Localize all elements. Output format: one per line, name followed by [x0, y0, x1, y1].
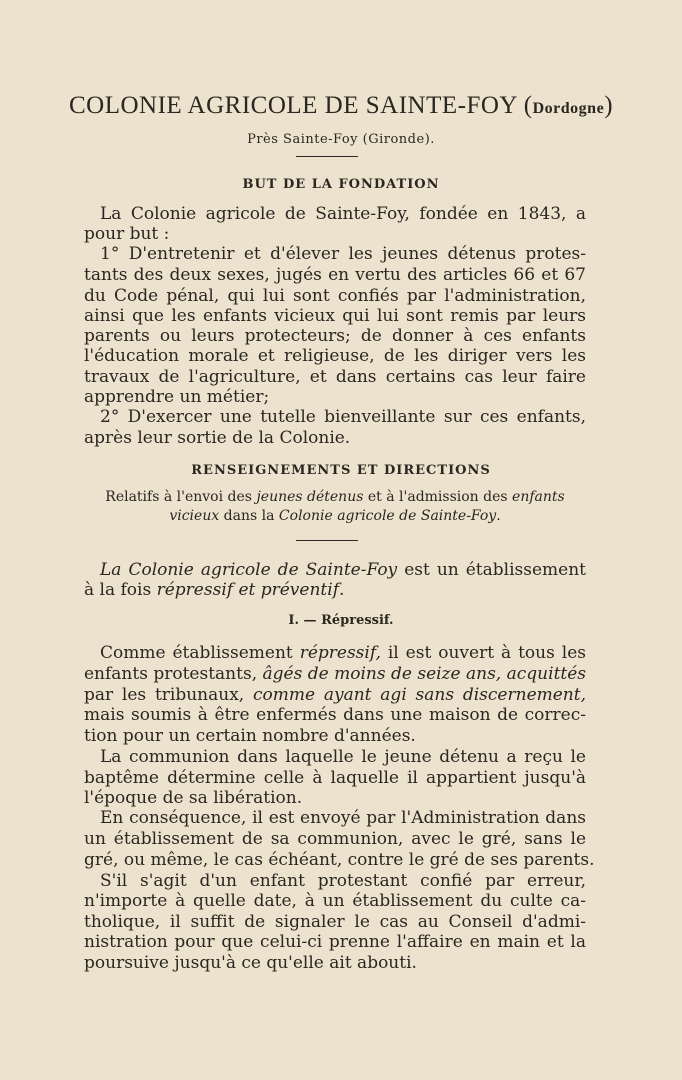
- text-line: apprendre un métier;: [84, 387, 270, 407]
- text-line: nistration pour que celui-ci prenne l'affaire en main et la: [84, 932, 586, 952]
- sub-heading-line: [84, 488, 586, 506]
- text-italic: âgés de moins de seize ans,: [262, 664, 502, 684]
- intro-text: .: [339, 580, 345, 600]
- title-department: Dordogne: [532, 100, 605, 117]
- text-line: tholique, il suffit de signaler le cas au Conseil d'admi-: [84, 912, 586, 932]
- text-italic: comme ayant agi sans discernement,: [253, 685, 586, 705]
- intro-line: [84, 560, 586, 580]
- text-line: gré, ou même, le cas échéant, contre le gré de ses parents.: [84, 850, 595, 870]
- text: il est ouvert à tous les: [380, 643, 586, 663]
- section-heading-renseignements: RENSEIGNEMENTS ET DIRECTIONS: [191, 463, 491, 478]
- text-line: [84, 643, 586, 663]
- text-line: tion pour un certain nombre d'années.: [84, 726, 416, 746]
- intro-text: à la fois: [84, 580, 157, 600]
- text-line: travaux de l'agriculture, et dans certains cas leur faire: [84, 367, 586, 387]
- divider: [296, 540, 358, 541]
- page-subtitle: Près Sainte-Foy (Gironde).: [247, 132, 435, 147]
- text-line: tants des deux sexes, jugés en vertu des articles 66 et 67: [84, 265, 586, 285]
- text-line: l'éducation morale et religieuse, de les diriger vers les: [84, 346, 586, 366]
- text-line: un établissement de sa communion, avec le gré, sans le: [84, 829, 586, 849]
- text-line: après leur sortie de la Colonie.: [84, 428, 351, 448]
- text-line: ainsi que les enfants vicieux qui lui sont remis par leurs: [84, 306, 586, 326]
- title-close: ): [604, 92, 614, 119]
- text: par les tribunaux,: [84, 685, 253, 705]
- sub-text-italic: jeunes détenus: [256, 489, 364, 505]
- sub-text-italic: vicieux: [169, 508, 220, 524]
- text-line: S'il s'agit d'un enfant protestant confié par erreur,: [100, 871, 586, 891]
- text-line: [84, 685, 586, 705]
- intro-italic: La Colonie agricole de Sainte-Foy: [100, 560, 398, 580]
- sub-text: Relatifs à l'envoi des: [105, 489, 257, 505]
- text-line: pour but :: [84, 224, 170, 244]
- sub-text: et à l'admission des: [363, 489, 513, 505]
- text-italic: répressif,: [299, 643, 381, 663]
- intro-text: est un établissement: [397, 560, 587, 580]
- text-line: poursuive jusqu'à ce qu'elle ait abouti.: [84, 953, 417, 973]
- sub-text: .: [496, 508, 501, 524]
- text-line: La communion dans laquelle le jeune détenu a reçu le: [100, 747, 586, 767]
- sub-text: dans la: [219, 508, 279, 524]
- text-line: [84, 664, 586, 684]
- text-line: l'époque de sa libération.: [84, 788, 303, 808]
- part-heading-repressif: I. — Répressif.: [288, 613, 394, 628]
- text-line: En conséquence, il est envoyé par l'Administration dans: [100, 808, 586, 828]
- text-line: 2° D'exercer une tutelle bienveillante sur ces enfants,: [100, 407, 586, 427]
- text-line: 1° D'entretenir et d'élever les jeunes détenus protes-: [100, 244, 586, 264]
- text-line: parents ou leurs protecteurs; de donner à ces enfants: [84, 326, 586, 346]
- text: Comme établissement: [100, 643, 300, 663]
- text-line: n'importe à quelle date, à un établissement du culte ca-: [84, 891, 586, 911]
- text: enfants protestants,: [84, 664, 263, 684]
- sub-text-italic: Colonie agricole de Sainte-Foy: [278, 508, 497, 524]
- sub-heading-line: [84, 507, 586, 525]
- text-line: baptême détermine celle à laquelle il appartient jusqu'à: [84, 768, 586, 788]
- title-main: COLONIE AGRICOLE DE SAINTE-FOY (: [68, 92, 533, 119]
- intro-italic: répressif et préventif: [156, 580, 339, 600]
- text-italic: acquittés: [506, 664, 587, 684]
- text-line: du Code pénal, qui lui sont confiés par l'administration,: [84, 286, 586, 306]
- text-line: mais soumis à être enfermés dans une maison de correc-: [84, 705, 586, 725]
- intro-line: [84, 580, 586, 600]
- divider: [296, 156, 358, 157]
- text-line: La Colonie agricole de Sainte-Foy, fondée en 1843, a: [100, 204, 586, 224]
- sub-text-italic: enfants: [512, 489, 565, 505]
- section-heading-fondation: BUT DE LA FONDATION: [242, 177, 440, 192]
- page-title: [0, 92, 682, 120]
